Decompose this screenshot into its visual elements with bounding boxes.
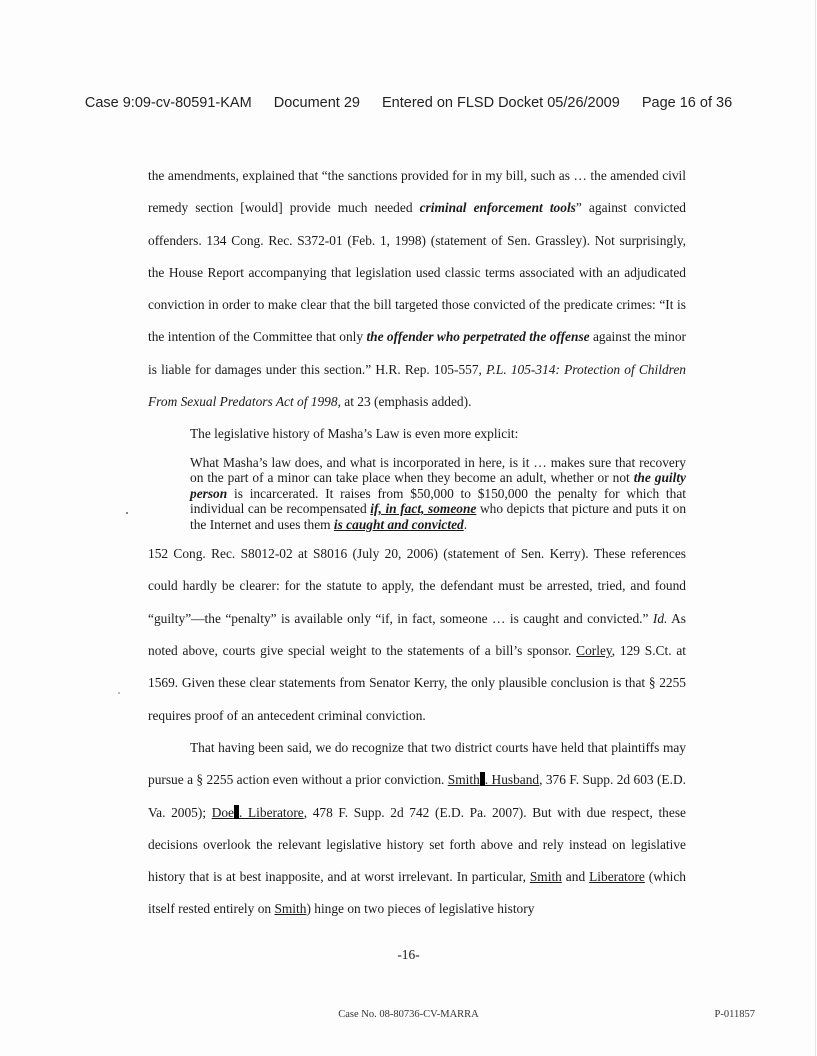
emphasis-underlined-text: if, in fact, someone bbox=[370, 501, 477, 517]
header-case-number: Case 9:09-cv-80591-KAM bbox=[84, 95, 252, 111]
docket-header bbox=[0, 95, 817, 111]
emphasis-underlined-text: is caught and convicted bbox=[333, 516, 464, 532]
emphasis-text: the offender who perpetrated the offense bbox=[366, 329, 590, 345]
text-run: ) hinge on two pieces of legislative history bbox=[306, 901, 535, 917]
text-run: against the minor is liable for damages under this section.” H.R. Rep. 105-557, bbox=[148, 329, 686, 377]
citation-id: Id. bbox=[652, 610, 668, 626]
text-run: the amendments, explained that “the sanctions provided for in my bill, such as … the amended civil remedy section [would] provide much needed bbox=[148, 168, 686, 216]
paragraph-district-courts bbox=[148, 732, 686, 926]
case-name-smith: Smith bbox=[529, 869, 562, 885]
text-run: 152 Cong. Rec. S8012-02 at S8016 (July 20, 2006) (statement of Sen. Kerry). These references could hardly be clearer: for the statute to apply, the defendant must be arrested, tried, and found “guilty”—the “penalty” is available only “if, in fact, someone … is caught and convicted.” bbox=[148, 546, 686, 626]
case-name-liberatore: . Liberatore bbox=[239, 804, 304, 820]
emphasis-text: criminal enforcement tools bbox=[419, 200, 576, 216]
scan-edge-line bbox=[815, 0, 816, 1056]
text-run: As noted above, courts give special weight to the statements of a bill’s sponsor. bbox=[148, 610, 686, 659]
paragraph-amendments bbox=[148, 160, 686, 418]
text-run: That having been said, we do recognize that two district courts have held that plaintiffs may pursue a § 2255 action even without a prior conviction. bbox=[148, 739, 686, 788]
document-body bbox=[148, 160, 686, 926]
case-name-smith-husband bbox=[448, 772, 539, 787]
page-number: -16- bbox=[397, 947, 420, 962]
text-run: is incarcerated. It raises from $50,000 to $150,000 the penalty for which that individual can be recompensated bbox=[190, 485, 686, 517]
citation-title: P.L. 105-314: Protection of Children From Sexual Predators Act of 1998 bbox=[148, 361, 686, 410]
emphasis-text: the guilty person bbox=[190, 470, 686, 501]
footer-case-number: Case No. 08-80736-CV-MARRA bbox=[338, 1009, 479, 1020]
footer-bates-number: P-011857 bbox=[714, 1009, 755, 1020]
text-run: , 478 F. Supp. 2d 742 (E.D. Pa. 2007). But with due respect, these decisions overlook the relevant legislative history set forth above and rely instead on legislative history that is at best inapposite, and at worst irrelevant. In particular, bbox=[148, 804, 686, 885]
text-run: and bbox=[561, 869, 590, 885]
case-name-liberatore: Liberatore bbox=[589, 869, 645, 885]
scan-speck bbox=[126, 512, 128, 514]
block-quote bbox=[190, 455, 686, 533]
case-name-corley: Corley bbox=[576, 643, 612, 659]
header-document-number: Document 29 bbox=[273, 95, 360, 111]
text-run: What Masha’s law does, and what is incorporated in here, is it … makes sure that recovery on the part of a minor can take place when they become an adult, whether or not bbox=[190, 454, 686, 486]
case-name-doe: Doe bbox=[211, 804, 234, 820]
text-run: , 129 S.Ct. at 1569. Given these clear statements from Senator Kerry, the only plausible conclusion is that § 2255 requires proof of an antecedent criminal conviction. bbox=[148, 643, 687, 723]
text-run: , 376 F. Supp. 2d 603 (E.D. Va. 2005); bbox=[148, 772, 686, 820]
text-run: (which itself rested entirely on bbox=[148, 869, 686, 917]
text-run: , at 23 (emphasis added). bbox=[337, 394, 472, 410]
case-name-husband: . Husband bbox=[484, 772, 540, 788]
paragraph-kerry-statement bbox=[148, 538, 686, 732]
case-name-smith: Smith bbox=[447, 772, 480, 788]
text-run: who depicts that picture and puts it on the Internet and uses them bbox=[190, 501, 687, 532]
scan-speck bbox=[118, 692, 120, 694]
header-page-count: Page 16 of 36 bbox=[641, 95, 733, 111]
text-run: ” against convicted offenders. 134 Cong. Rec. S372-01 (Feb. 1, 1998) (statement of Sen. Grassley). Not surprisingly, the House Report accompanying that legislation used classic terms associated with an adjudicated conviction in order to make clear that the bill targeted those convicted of the predicate crimes: “It is the intention of the Committee that only bbox=[148, 200, 687, 345]
paragraph-masha-intro: The legislative history of Masha’s Law is even more explicit: bbox=[190, 426, 519, 442]
header-entered-date: Entered on FLSD Docket 05/26/2009 bbox=[382, 95, 620, 111]
case-name-doe-liberatore bbox=[212, 805, 304, 820]
text-run: . bbox=[463, 516, 468, 532]
case-name-smith: Smith bbox=[274, 901, 307, 917]
